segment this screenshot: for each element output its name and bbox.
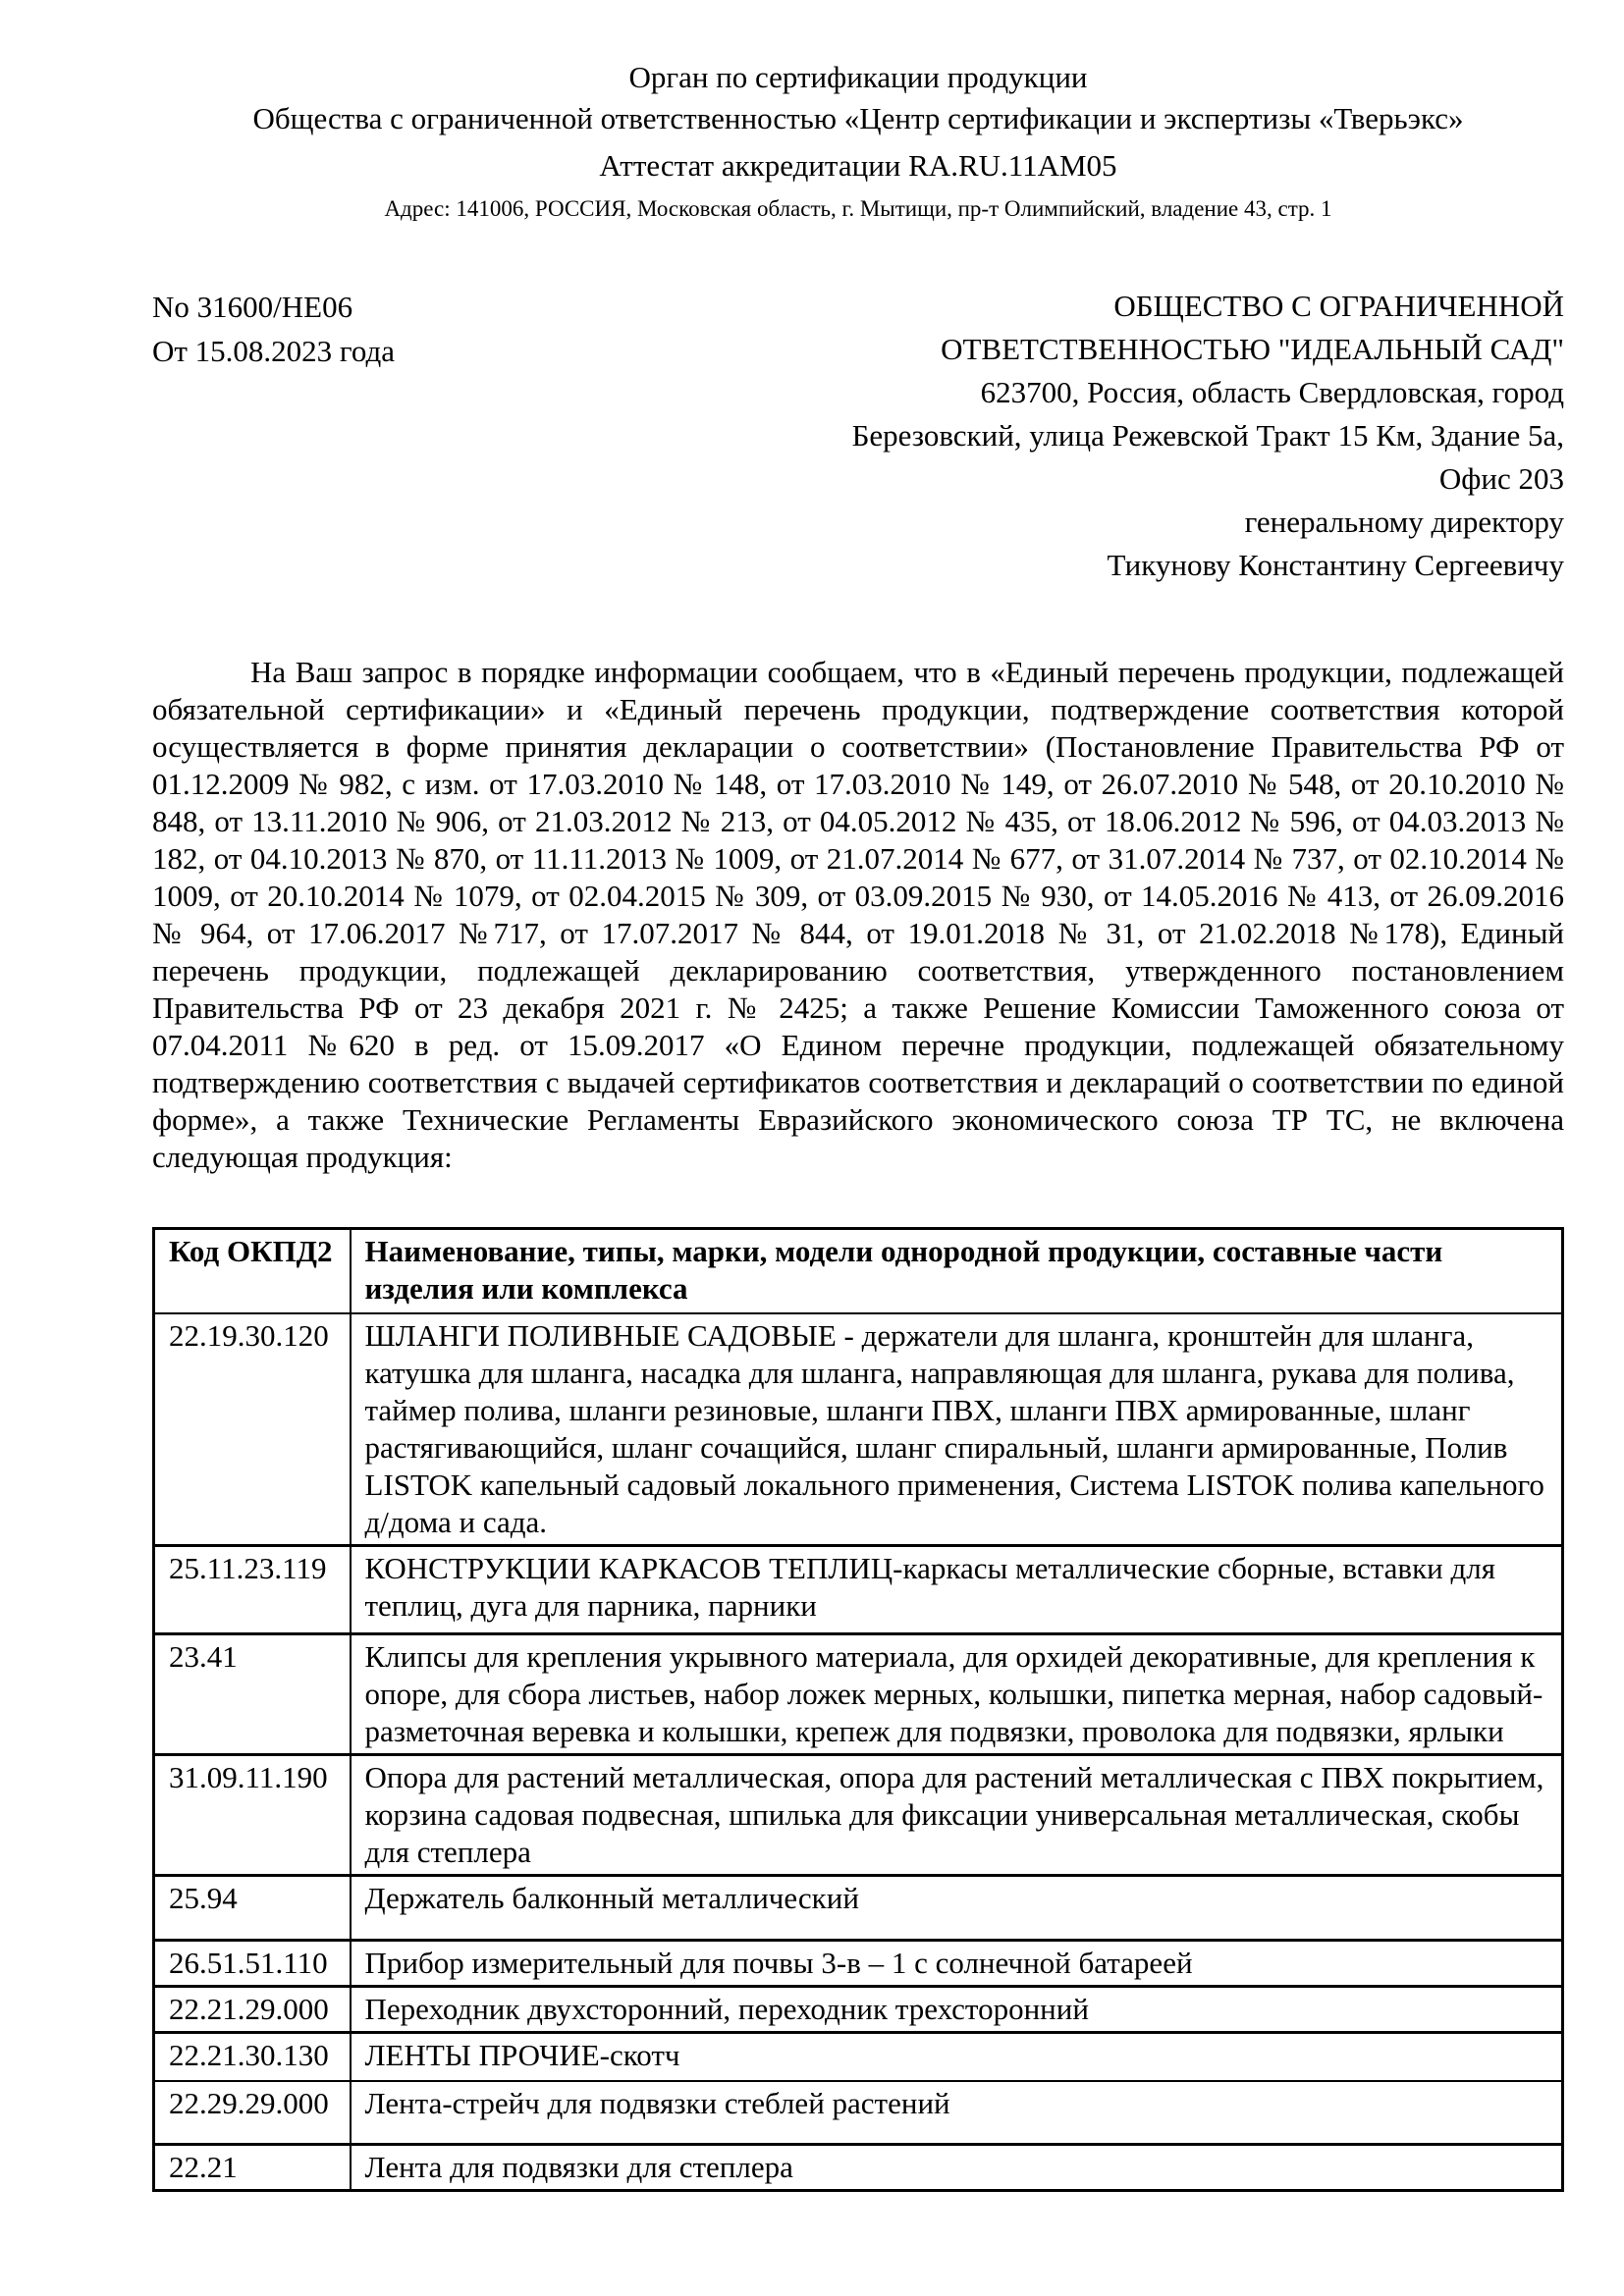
org-header-accreditation: Аттестат аккредитации RA.RU.11АМ05 (599, 148, 1117, 183)
cell-name: Прибор измерительный для почвы 3-в – 1 с солнечной батареей (351, 1940, 1563, 1986)
cell-name: ШЛАНГИ ПОЛИВНЫЕ САДОВЫЕ - держатели для шланга, кронштейн для шланга, катушка для шланга, насадка для шланга, направляющая для шланга, рукава для полива, таймер полива, шланги резиновые, шланги ПВХ, шланги ПВХ армированные, шланг растягивающийся, шланг сочащийся, шланг спиральный, шланги армированные, Полив LISTOK капельный садовый локального применения, Система LISTOK полива капельного д/дома и сада. (351, 1313, 1563, 1546)
cell-name: Опора для растений металлическая, опора для растений металлическая с ПВХ покрытием, корзина садовая подвесная, шпилька для фиксации универсальная металлическая, скобы для степлера (351, 1754, 1563, 1875)
cell-name: КОНСТРУКЦИИ КАРКАСОВ ТЕПЛИЦ-каркасы металлические сборные, вставки для теплиц, дуга для парника, парники (351, 1545, 1563, 1633)
org-header (152, 57, 1564, 224)
cell-code: 26.51.51.110 (154, 1940, 351, 1986)
cell-name: Переходник двухсторонний, переходник трехсторонний (351, 1986, 1563, 2032)
cell-name: Лента для подвязки для степлера (351, 2144, 1563, 2190)
products-table (152, 1227, 1564, 2192)
cell-code: 22.21.29.000 (154, 1986, 351, 2032)
cell-code: 25.11.23.119 (154, 1545, 351, 1633)
column-header-code: Код ОКПД2 (154, 1229, 351, 1313)
org-header-line1: Орган по сертификации продукции (628, 60, 1088, 94)
column-header-name: Наименование, типы, марки, модели однородной продукции, составные части изделия или комплекса (351, 1229, 1563, 1313)
table-row (154, 1545, 1563, 1633)
table-row (154, 1875, 1563, 1940)
cell-code: 22.19.30.120 (154, 1313, 351, 1546)
outgoing-number: No 31600/НЕ06 (152, 290, 353, 324)
cell-code: 23.41 (154, 1633, 351, 1754)
cell-code: 25.94 (154, 1875, 351, 1940)
table-row (154, 1754, 1563, 1875)
recipient-block (852, 285, 1564, 587)
recipient-line: 623700, Россия, область Свердловская, город (980, 375, 1564, 409)
cell-name: Клипсы для крепления укрывного материала, для орхидей декоративные, для крепления к опоре, для сбора листьев, набор ложек мерных, колышки, пипетка мерная, набор садовый-разметочная веревка и колышки, крепеж для подвязки, проволока для подвязки, ярлыки (351, 1633, 1563, 1754)
cell-name: Лента-стрейч для подвязки стеблей растений (351, 2081, 1563, 2144)
org-header-address: Адрес: 141006, РОССИЯ, Московская область, г. Мытищи, пр-т Олимпийский, владение 43, стр. 1 (384, 196, 1332, 221)
table-row (154, 1313, 1563, 1546)
org-header-line2: Общества с ограниченной ответственностью «Центр сертификации и экспертизы «Тверьэкс» (252, 101, 1464, 135)
cell-code: 22.21.30.130 (154, 2032, 351, 2081)
table-row (154, 1940, 1563, 1986)
recipient-line: ОТВЕТСТВЕННОСТЬЮ "ИДЕАЛЬНЫЙ САД" (941, 332, 1564, 366)
cell-name: Держатель балконный металлический (351, 1875, 1563, 1940)
reference-and-recipient-row (152, 285, 1564, 587)
table-header-row (154, 1229, 1563, 1313)
recipient-line: Березовский, улица Режевской Тракт 15 Км, Здание 5а, (851, 418, 1564, 453)
outgoing-date: От 15.08.2023 года (152, 334, 396, 368)
page-content (152, 57, 1564, 2192)
cell-code: 31.09.11.190 (154, 1754, 351, 1875)
body-paragraph: На Ваш запрос в порядке информации сообщаем, что в «Единый перечень продукции, подлежащей обязательной сертификации» и «Единый перечень продукции, подтверждение соответствия которой осуществляется в форме принятия декларации о соответствии» (Постановление Правительства РФ от 01.12.2009 № 982, с изм. от 17.03.2010 № 148, от 17.03.2010 № 149, от 26.07.2010 № 548, от 20.10.2010 № 848, от 13.11.2010 № 906, от 21.03.2012 № 213, от 04.05.2012 № 435, от 18.06.2012 № 596, от 04.03.2013 № 182, от 04.10.2013 № 870, от 11.11.2013 № 1009, от 21.07.2014 № 677, от 31.07.2014 № 737, от 02.10.2014 № 1009, от 20.10.2014 № 1079, от 02.04.2015 № 309, от 03.09.2015 № 930, от 14.05.2016 № 413, от 26.09.2016 № 964, от 17.06.2017 №717, от 17.07.2017 № 844, от 19.01.2018 № 31, от 21.02.2018 №178), Единый перечень продукции, подлежащей декларированию соответствия, утвержденного постановлением Правительства РФ от 23 декабря 2021 г. № 2425; а также Решение Комиссии Таможенного союза от 07.04.2011 №620 в ред. от 15.09.2017 «О Едином перечне продукции, подлежащей обязательному подтверждению соответствия с выдачей сертификатов соответствия и деклараций о соответствии по единой форме», а также Технические Регламенты Евразийского экономического союза ТР ТС, не включена следующая продукция: (152, 655, 1564, 1174)
outgoing-reference (152, 285, 395, 373)
cell-code: 22.29.29.000 (154, 2081, 351, 2144)
table-row (154, 1633, 1563, 1754)
cell-name: ЛЕНТЫ ПРОЧИЕ-скотч (351, 2032, 1563, 2081)
recipient-line: Офис 203 (1438, 461, 1564, 496)
recipient-line: Тикунову Константину Сергеевичу (1107, 548, 1564, 582)
table-row (154, 2144, 1563, 2190)
recipient-line: генеральному директору (1244, 505, 1564, 539)
cell-code: 22.21 (154, 2144, 351, 2190)
recipient-line: ОБЩЕСТВО С ОГРАНИЧЕННОЙ (1113, 289, 1564, 323)
table-row (154, 1986, 1563, 2032)
table-row (154, 2081, 1563, 2144)
table-row (154, 2032, 1563, 2081)
